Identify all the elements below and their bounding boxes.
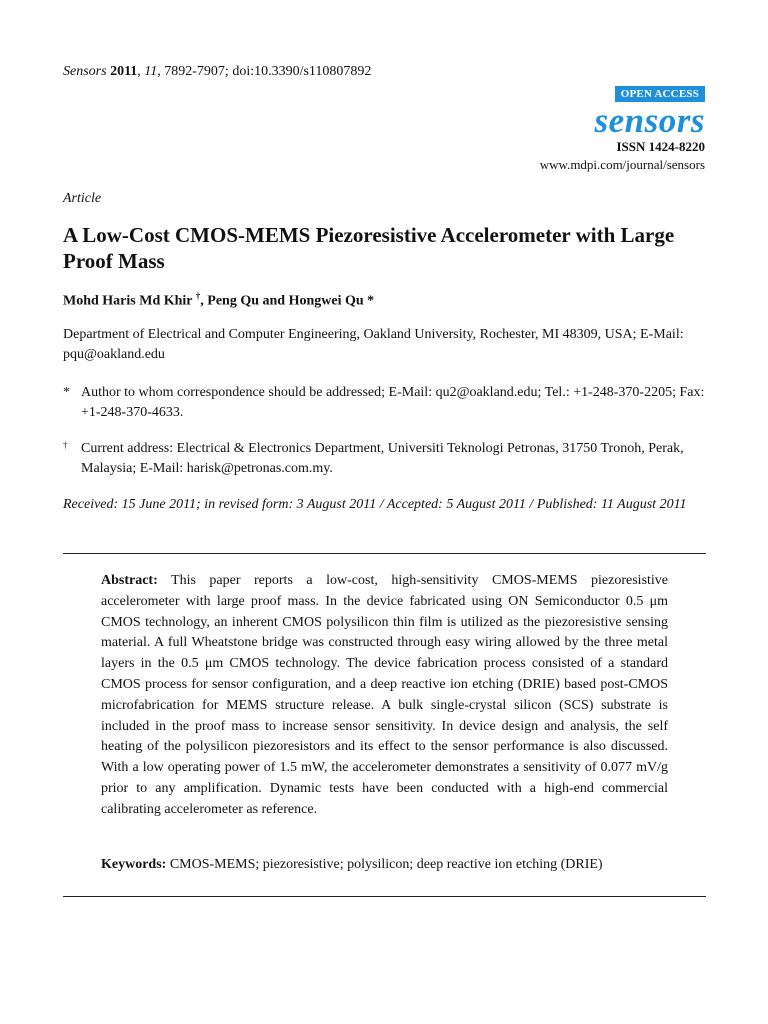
journal-logo: sensors <box>594 101 705 140</box>
affiliation: Department of Electrical and Computer Engineering, Oakland University, Rochester, MI 48309, USA; E-Mail: pqu@oakland.edu <box>63 327 684 362</box>
publication-dates: Received: 15 June 2011; in revised form: 3 August 2011 / Accepted: 5 August 2011 / Published: 11 August 2011 <box>63 497 687 512</box>
author-rest: , Peng Qu and Hongwei Qu * <box>200 293 375 309</box>
correspondence-text: Author to whom correspondence should be addressed; E-Mail: qu2@oakland.edu; Tel.: +1-248-370-2205; Fax: +1-248-370-4633. <box>81 385 705 420</box>
divider-top <box>63 553 706 554</box>
divider-bottom <box>63 896 706 897</box>
abstract-text: This paper reports a low-cost, high-sensitivity CMOS-MEMS piezoresistive accelerometer with large proof mass. In the device fabricated using ON Semiconductor 0.5 μm CMOS technology, an inherent CMOS polysilicon thin film is utilized as the piezoresistive sensing material. A full Wheatstone bridge was constructed through easy wiring allowed by the three metal layers in the 0.5 μm CMOS technology. The device fabrication process consisted of a standard CMOS process for sensor configuration, and a deep reactive ion etching (DRIE) based post-CMOS microfabrication for MEMS structure release. A bulk single-crystal silicon (SCS) substrate is included in the proof mass to increase sensor sensitivity. In device design and analysis, the self heating of the polysilicon piezoresistors and its effect to the sensor performance is also discussed. With a low operating power of 1.5 mW, the accelerometer demonstrates a sensitivity of 0.077 mV/g prior to any amplification. Dynamic tests have been conducted with a high-end commercial calibrating accelerometer as reference. <box>101 573 669 817</box>
citation-year: 2011 <box>110 64 138 79</box>
keywords-text: CMOS-MEMS; piezoresistive; polysilicon; deep reactive ion etching (DRIE) <box>169 857 603 872</box>
citation-line: Sensors 2011, 11, 7892-7907; doi:10.3390/s110807892 <box>63 64 372 79</box>
abstract-label: Abstract: <box>101 573 158 588</box>
current-address-note <box>63 439 723 479</box>
open-access-badge: OPEN ACCESS <box>615 86 705 102</box>
correspondence-note <box>63 383 723 423</box>
citation-volume: 11 <box>144 64 158 79</box>
author-list <box>63 291 374 310</box>
article-type: Article <box>63 191 102 206</box>
article-title: A Low-Cost CMOS-MEMS Piezoresistive Accelerometer with Large Proof Mass <box>63 223 675 273</box>
keywords <box>101 855 668 875</box>
correspondence-mark: * <box>63 385 70 400</box>
citation-pages-doi: , 7892-7907; doi:10.3390/s110807892 <box>157 64 372 79</box>
current-address-text: Current address: Electrical & Electronics Department, Universiti Teknologi Petronas, 31750 Tronoh, Perak, Malaysia; E-Mail: harisk@petronas.com.my. <box>81 441 684 476</box>
current-address-mark: † <box>63 440 68 450</box>
journal-issn: ISSN 1424-8220 <box>616 139 705 154</box>
citation-journal: Sensors <box>63 64 107 79</box>
author-dagger: † <box>195 291 201 301</box>
journal-url[interactable]: www.mdpi.com/journal/sensors <box>539 157 705 172</box>
keywords-label: Keywords: <box>101 857 167 872</box>
abstract <box>101 571 668 821</box>
author-first: Mohd Haris Md Khir <box>63 293 193 309</box>
